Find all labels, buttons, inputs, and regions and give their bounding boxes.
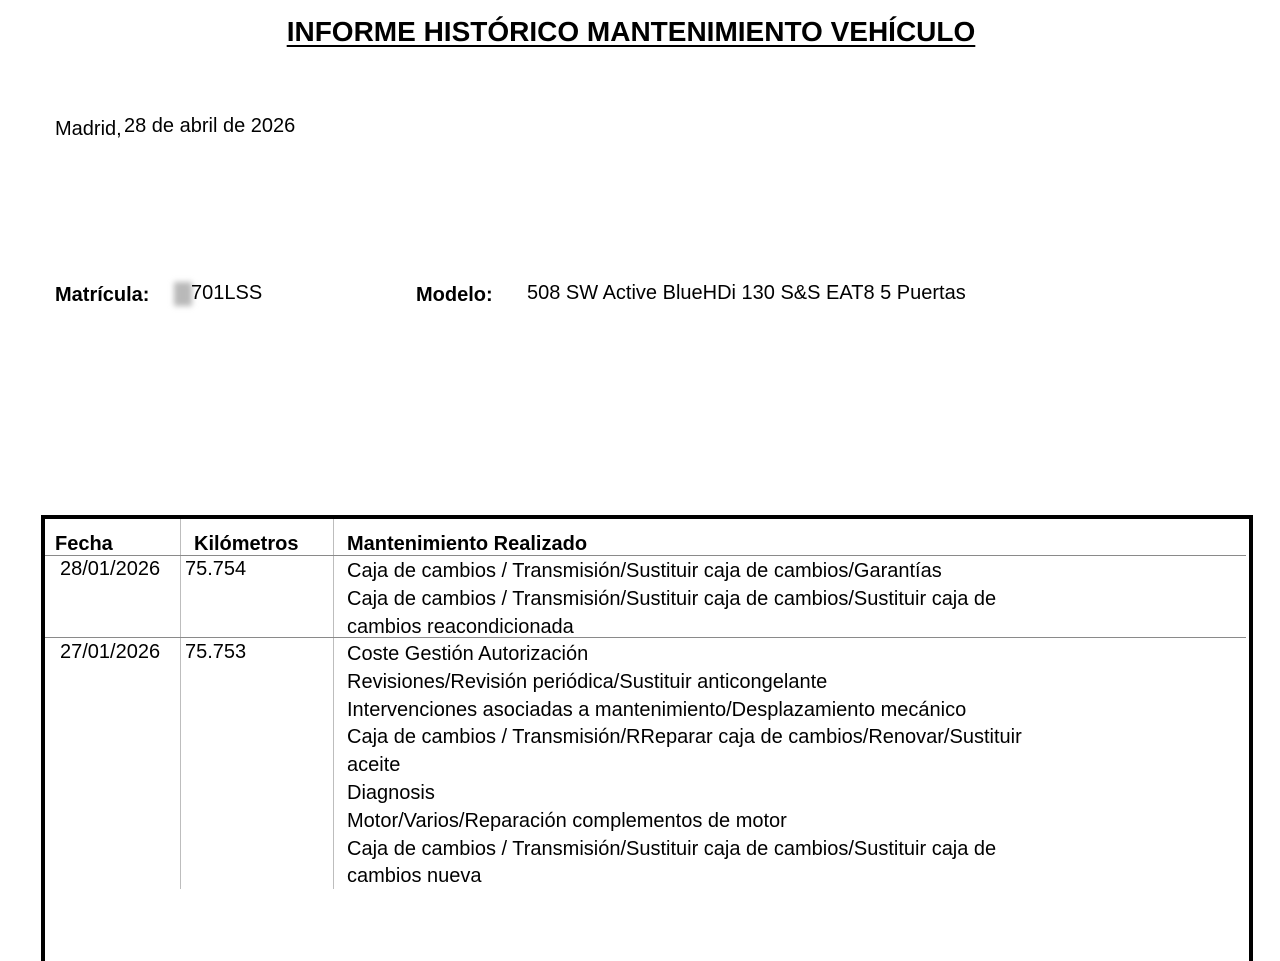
- maintenance-line: Diagnosis: [347, 781, 435, 804]
- model-label: Modelo:: [416, 284, 493, 306]
- maintenance-line: Caja de cambios / Transmisión/Sustituir caja de cambios/Garantías: [347, 560, 942, 582]
- report-date: 28 de abril de 2026: [124, 115, 296, 137]
- place-label: Madrid,: [55, 118, 122, 140]
- maintenance-line: Coste Gestión Autorización: [347, 643, 589, 665]
- plate-value: 701LSS: [191, 282, 263, 304]
- maintenance-line: Intervenciones asociadas a mantenimiento/Desplazamiento mecánico: [347, 698, 967, 721]
- report-title: INFORME HISTÓRICO MANTENIMIENTO VEHÍCULO: [286, 16, 976, 47]
- column-header-date: Fecha: [55, 533, 113, 555]
- maintenance-line: aceite: [347, 754, 401, 777]
- plate-label: Matrícula:: [55, 284, 150, 306]
- maintenance-line: cambios nueva: [347, 865, 482, 888]
- column-divider: [180, 519, 181, 889]
- maintenance-line: Caja de cambios / Transmisión/Sustituir caja de cambios/Sustituir caja de: [347, 587, 997, 610]
- column-divider: [333, 519, 334, 889]
- model-value: 508 SW Active BlueHDi 130 S&S EAT8 5 Puertas: [527, 282, 966, 304]
- maintenance-line: Revisiones/Revisión periódica/Sustituir anticongelante: [347, 670, 828, 693]
- maintenance-line: Caja de cambios / Transmisión/Sustituir caja de cambios/Sustituir caja de: [347, 837, 997, 860]
- row-km: 75.753: [185, 641, 247, 663]
- maintenance-line: Motor/Varios/Reparación complementos de motor: [347, 809, 787, 832]
- row-maintenance: [347, 558, 996, 641]
- maintenance-line: Caja de cambios / Transmisión/RReparar caja de cambios/Renovar/Sustituir: [347, 726, 1022, 749]
- row-date: 28/01/2026: [60, 558, 161, 580]
- row-date: 27/01/2026: [60, 641, 161, 663]
- column-header-km: Kilómetros: [194, 533, 299, 555]
- column-header-maintenance: Mantenimiento Realizado: [347, 533, 588, 555]
- redacted-plate-prefix: [174, 282, 192, 306]
- maintenance-line: cambios reacondicionada: [347, 615, 574, 638]
- row-km: 75.754: [185, 558, 247, 580]
- row-maintenance: [347, 641, 1022, 891]
